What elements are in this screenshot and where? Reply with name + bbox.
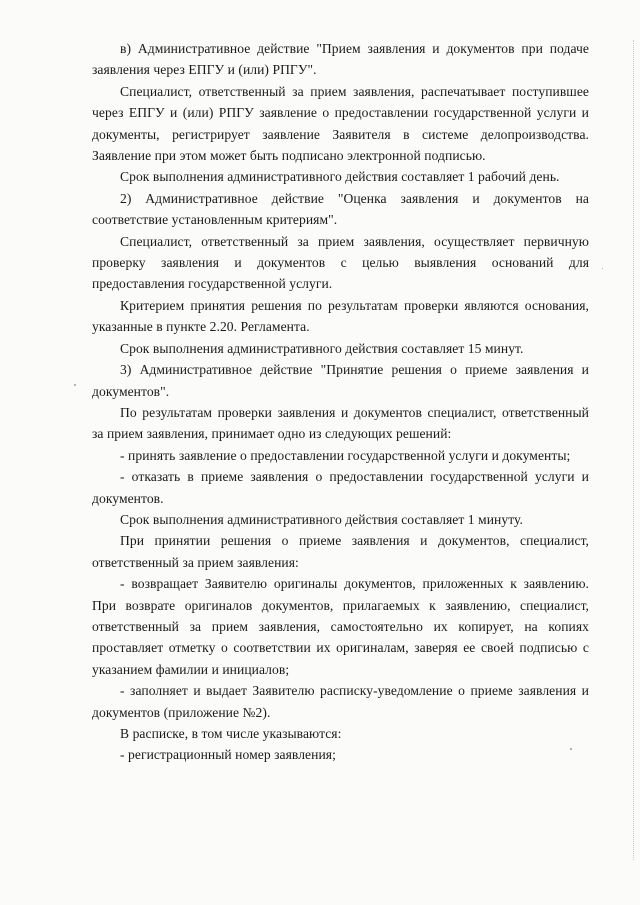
scan-speck — [74, 384, 76, 386]
paragraph-term-15-minutes: Срок выполнения административного действия составляет 15 минут. — [120, 340, 524, 356]
scan-edge-line — [632, 40, 634, 860]
scan-speck — [602, 268, 603, 269]
paragraph-primary-check: Специалист, ответственный за прием заявления, осуществляет первичную проверку заявления и документов с целью выявления оснований для предоставления государственной услуги. — [92, 233, 589, 292]
paragraph-receipt-contents: В расписке, в том числе указываются: — [120, 726, 342, 741]
paragraph-term-1-day: Срок выполнения административного действия составляет 1 рабочий день. — [120, 169, 560, 185]
paragraph-specialist-prints: Специалист, ответственный за прием заявления, распечатывает поступившее через ЕПГУ и (или) РПГУ заявление о предоставлении государственной услуги и документы, регистрирует заявление Заявителя в системе делопроизводства. Заявление при этом может быть подписано электронной подписью. — [92, 83, 589, 164]
list-item-return-originals: - возвращает Заявителю оригиналы документов, приложенных к заявлению. При возврате оригиналов документов, прилагаемых к заявлению, специалист, ответственный за прием заявления, самостоятельно их копирует, на копиях проставляет отметку о соответствии их оригиналам, заверяя ее своей подписью с указанием фамилии и инициалов; — [92, 576, 589, 677]
paragraph-check-results: По результатам проверки заявления и документов специалист, ответственный за прием заявления, принимает одно из следующих решений: — [92, 404, 589, 442]
paragraph-action-3-decision: 3) Административное действие "Принятие решения о приеме заявления и документов". — [92, 362, 589, 399]
document-body — [92, 38, 589, 766]
paragraph-v-action-epgu: в) Административное действие "Прием заявления и документов при подаче заявления через ЕПГУ и (или) РПГУ". — [92, 41, 589, 78]
list-item-refuse: - отказать в приеме заявления о предоставлении государственной услуги и документов. — [92, 469, 589, 506]
paragraph-term-1-minute: Срок выполнения административного действия составляет 1 минуту. — [120, 511, 523, 527]
scan-speck — [570, 748, 572, 750]
list-item-accept: - принять заявление о предоставлении государственной услуги и документы; — [120, 447, 571, 463]
list-item-registration-number: - регистрационный номер заявления; — [120, 747, 336, 763]
list-item-issue-receipt: - заполняет и выдает Заявителю расписку-уведомление о приеме заявления и документов (приложение №2). — [92, 683, 589, 720]
paragraph-decision-criterion: Критерием принятия решения по результатам проверки являются основания, указанные в пункте 2.20. Регламента. — [92, 297, 589, 335]
paragraph-on-acceptance: При принятии решения о приеме заявления и документов, специалист, ответственный за прием заявления: — [92, 533, 589, 570]
paragraph-action-2-assessment: 2) Административное действие "Оценка заявления и документов на соответствие установленным критериям". — [92, 190, 589, 228]
